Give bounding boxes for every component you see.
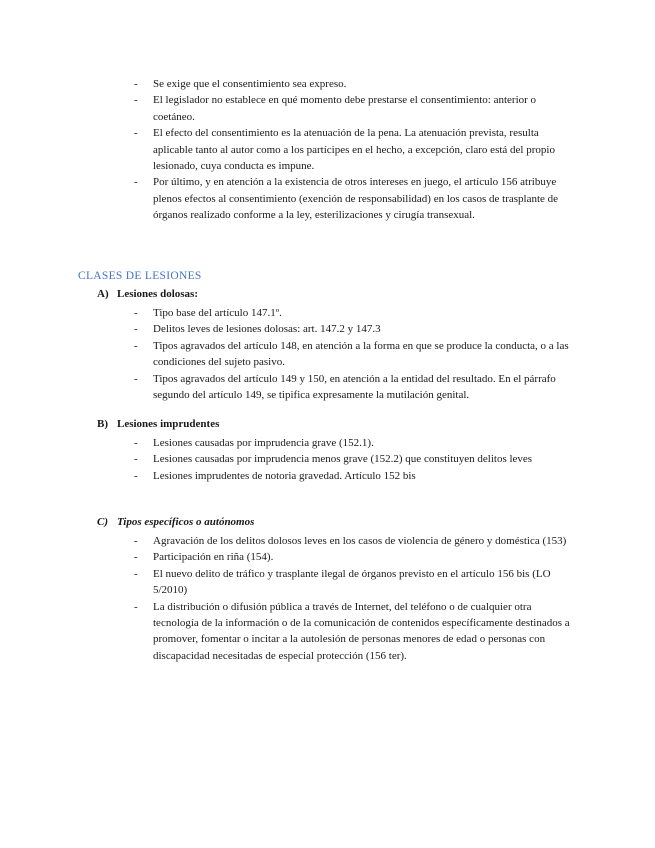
- list-item-text: Participación en riña (154).: [153, 551, 274, 564]
- list-item: - Tipos agravados del artículo 149 y 150, en atención a la entidad del resultado. En el párrafo segundo del artículo 149, se tipifica expresamente la mutilación genital.: [134, 372, 556, 402]
- subsection-letter: B): [97, 418, 108, 430]
- subsection-b-list: [0, 435, 655, 484]
- list-item-text: Se exige que el consentimiento sea expreso.: [153, 78, 347, 90]
- subsection-title: Lesiones dolosas:: [117, 288, 198, 300]
- section-title: CLASES DE LESIONES: [78, 270, 202, 282]
- list-item: - Tipo base del artículo 147.1º.: [134, 307, 282, 319]
- list-item: - Se exige que el consentimiento sea expreso.: [134, 78, 347, 90]
- list-item-text: El nuevo delito de tráfico y trasplante ilegal de órganos previsto en el artículo 156 bis (LO 5/2010): [153, 567, 551, 597]
- list-item: - La distribución o difusión pública a través de Internet, del teléfono o de cualquier otra tecnología de la información o de la comunicación de contenidos específicamente destinados a promover, fomentar o incitar a la autolesión de personas menores de edad o personas con discapacidad necesitadas de especial protección (156 ter).: [134, 600, 570, 662]
- list-item-text: Lesiones causadas por imprudencia menos grave (152.2) que constituyen delitos leves: [153, 453, 533, 466]
- list-item-text: Por último, y en atención a la existencia de otros intereses en juego, el artículo 156 atribuye plenos efectos al consentimiento (exención de responsabilidad) en los casos de trasplante de órganos realizado conforme a la ley, esterilizaciones y cirugía transexual.: [153, 176, 559, 222]
- list-item: - Lesiones causadas por imprudencia grave (152.1).: [134, 437, 374, 449]
- list-item: - Lesiones imprudentes de notoria gravedad. Artículo 152 bis: [134, 469, 416, 482]
- list-item-text: Delitos leves de lesiones dolosas: art. 147.2 y 147.3: [153, 323, 381, 336]
- list-item: - El nuevo delito de tráfico y trasplante ilegal de órganos previsto en el artículo 156 bis (LO 5/2010): [134, 567, 551, 597]
- list-item: - Delitos leves de lesiones dolosas: art. 147.2 y 147.3: [134, 323, 381, 336]
- list-item-text: El efecto del consentimiento es la atenuación de la pena. La atenuación prevista, resulta aplicable tanto al autor como a los partícipes en el hecho, a excepción, claro está del propio lesionado, cuya conducta es impune.: [153, 127, 555, 173]
- list-item: - Tipos agravados del artículo 148, en atención a la forma en que se produce la conducta, o a las condiciones del sujeto pasivo.: [134, 339, 569, 369]
- list-item-text: Tipo base del artículo 147.1º.: [153, 307, 282, 319]
- list-item: - El efecto del consentimiento es la atenuación de la pena. La atenuación prevista, resulta aplicable tanto al autor como a los partícipes en el hecho, a excepción, claro está del propio lesionado, cuya conducta es impune.: [134, 127, 555, 173]
- subsection-heading-a: [97, 288, 198, 300]
- list-item-text: Tipos agravados del artículo 148, en atención a la forma en que se produce la conducta, o a las condiciones del sujeto pasivo.: [153, 339, 569, 369]
- intro-list: [0, 76, 655, 224]
- list-item: - Participación en riña (154).: [134, 551, 274, 564]
- subsection-heading-b: [97, 418, 219, 430]
- subsection-heading-c: [97, 516, 254, 528]
- subsection-letter: A): [97, 288, 109, 300]
- list-item: - Lesiones causadas por imprudencia menos grave (152.2) que constituyen delitos leves: [134, 453, 533, 466]
- list-item: - Agravación de los delitos dolosos leves en los casos de violencia de género y doméstica (153): [134, 535, 567, 547]
- subsection-a-list: [0, 305, 655, 403]
- list-item: - El legislador no establece en qué momento debe prestarse el consentimiento: anterior o coetáneo.: [134, 94, 537, 123]
- list-item-text: Agravación de los delitos dolosos leves en los casos de violencia de género y doméstica (153): [153, 535, 567, 547]
- subsection-title: Tipos específicos o autónomos: [117, 516, 255, 528]
- list-item-text: Lesiones imprudentes de notoria gravedad. Artículo 152 bis: [153, 469, 416, 482]
- subsection-letter: C): [97, 516, 108, 528]
- list-item-text: El legislador no establece en qué momento debe prestarse el consentimiento: anterior o coetáneo.: [153, 94, 537, 123]
- subsection-title: Lesiones imprudentes: [117, 418, 220, 430]
- list-item-text: La distribución o difusión pública a través de Internet, del teléfono o de cualquier otra tecnología de la información o de la comunicación de contenidos específicamente destinados a promover, fomentar o incitar a la autolesión de personas menores de edad o personas con discapacidad necesitadas de especial protección (156 ter).: [153, 600, 570, 662]
- subsection-c-list: [0, 533, 655, 664]
- list-item-text: Lesiones causadas por imprudencia grave (152.1).: [153, 437, 374, 449]
- list-item-text: Tipos agravados del artículo 149 y 150, en atención a la entidad del resultado. En el párrafo segundo del artículo 149, se tipifica expresamente la mutilación genital.: [153, 372, 556, 402]
- list-item: - Por último, y en atención a la existencia de otros intereses en juego, el artículo 156 atribuye plenos efectos al consentimiento (exención de responsabilidad) en los casos de trasplante de órganos realizado conforme a la ley, esterilizaciones y cirugía transexual.: [134, 176, 559, 222]
